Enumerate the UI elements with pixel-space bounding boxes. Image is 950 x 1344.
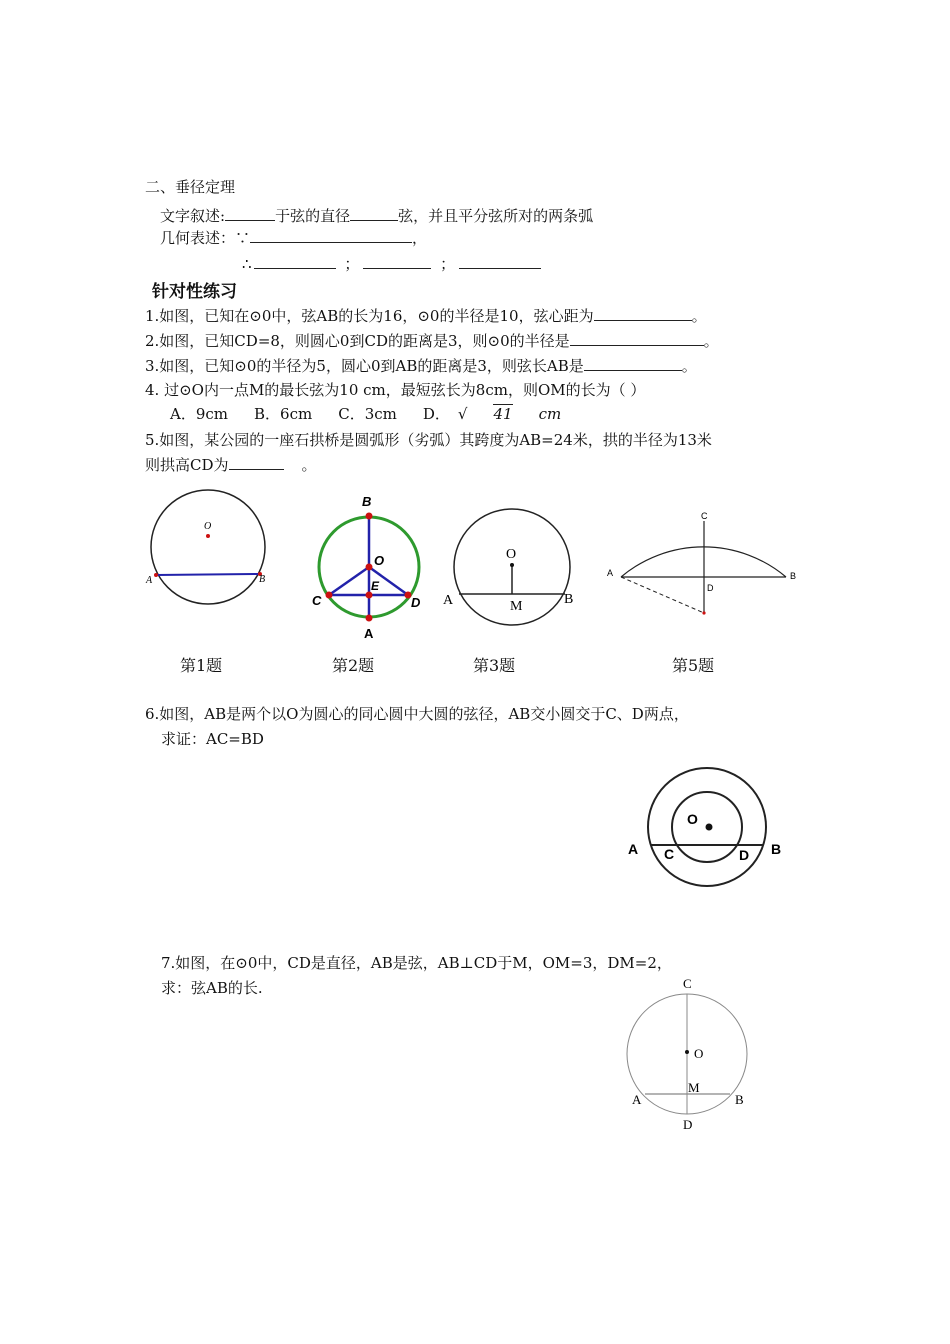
- question-4-options: [170, 404, 613, 424]
- text-statement-mid2: 弦，并且平分弦所对的两条弧: [398, 207, 594, 225]
- text-statement: [160, 206, 593, 226]
- label-o: O: [687, 811, 698, 827]
- question-6-line1: 6.如图，AB是两个以O为圆心的同心圆中大圆的弦径，AB交小圆交于C、D两点，: [145, 705, 689, 723]
- label-b: B: [771, 841, 782, 857]
- label-m: M: [688, 1080, 700, 1095]
- unit: cm: [538, 405, 562, 423]
- question-4: 4. 过⊙O内一点M的最长弦为10 cm，最短弦长为8cm，则OM的长为（ ）: [145, 381, 646, 399]
- blank[interactable]: [250, 228, 412, 243]
- question-2: [145, 331, 719, 351]
- label-a: A: [146, 575, 153, 586]
- blank[interactable]: [229, 455, 284, 470]
- option-c[interactable]: C．3cm: [338, 405, 397, 423]
- figure-3-caption: 第3题: [473, 656, 516, 675]
- blank[interactable]: [225, 206, 275, 221]
- option-d[interactable]: D．: [422, 405, 450, 423]
- question-3-end: 。: [681, 357, 697, 375]
- question-7-line2: 求：弦AB的长.: [161, 979, 263, 997]
- figure-7: [620, 972, 770, 1132]
- question-5-text: 则拱高CD为: [145, 456, 229, 474]
- label-c: C: [664, 846, 675, 862]
- question-5-end: 。: [301, 456, 317, 474]
- center-point: [702, 611, 705, 614]
- question-6-line2: 求证：AC=BD: [161, 730, 264, 748]
- separator: ；: [344, 255, 360, 273]
- figure-2: [300, 492, 440, 642]
- label-o: O: [204, 521, 212, 532]
- text-statement-mid1: 于弦的直径: [275, 207, 351, 225]
- label-m: M: [510, 599, 523, 614]
- radius-dashed: [621, 577, 704, 613]
- label-o: O: [374, 553, 385, 568]
- label-d: D: [739, 847, 750, 863]
- label-a: A: [364, 626, 374, 641]
- label-e: E: [371, 579, 380, 593]
- center-point: [685, 1050, 689, 1054]
- separator: ；: [440, 255, 456, 273]
- label-d: D: [411, 595, 421, 610]
- label-b: B: [564, 592, 574, 607]
- center-point: [206, 534, 210, 538]
- option-a[interactable]: A．9cm: [170, 405, 229, 423]
- label-a: A: [632, 1092, 642, 1107]
- geo-statement: [160, 228, 427, 248]
- figure-6: [625, 765, 815, 895]
- circle: [151, 490, 265, 604]
- figure-1: [140, 485, 280, 625]
- question-3-text: 3.如图，已知⊙0的半径为5，圆心0到AB的距离是3，则弦长AB是: [145, 357, 584, 375]
- label-b: B: [790, 571, 797, 581]
- therefore-symbol: ∴: [242, 255, 252, 273]
- label-d: D: [683, 1117, 693, 1132]
- blank[interactable]: [594, 306, 692, 321]
- radicand: 41: [493, 405, 513, 423]
- practice-title: 针对性练习: [152, 282, 237, 302]
- center-point: [510, 563, 514, 567]
- geo-statement-prefix: 几何表述：∵: [160, 229, 251, 247]
- question-3: [145, 356, 697, 376]
- question-1: [145, 306, 707, 326]
- question-1-text: 1.如图，已知在⊙0中，弦AB的长为16，⊙0的半径是10，弦心距为: [145, 307, 594, 325]
- chord-ab: [156, 574, 260, 575]
- label-c: C: [683, 976, 692, 991]
- point-b: [366, 513, 373, 520]
- label-b: B: [362, 494, 372, 509]
- label-c: C: [312, 593, 322, 608]
- center-point: [706, 824, 713, 831]
- blank[interactable]: [350, 206, 398, 221]
- question-2-end: 。: [703, 332, 719, 350]
- option-d-value: √ 41 cm: [457, 405, 562, 423]
- figure-2-caption: 第2题: [332, 656, 375, 675]
- label-b: B: [735, 1092, 744, 1107]
- label-o: O: [506, 547, 517, 562]
- blank[interactable]: [570, 331, 704, 346]
- figure-1-caption: 第1题: [180, 656, 223, 675]
- question-2-text: 2.如图，已知CD=8，则圆心0到CD的距离是3，则⊙0的半径是: [145, 332, 570, 350]
- label-b: B: [259, 574, 266, 585]
- question-5-line1: 5.如图，某公园的一座石拱桥是圆弧形（劣弧）其跨度为AB=24米，拱的半径为13米: [145, 431, 712, 449]
- question-7-line1: 7.如图，在⊙0中，CD是直径，AB是弦，AB⊥CD于M，OM=3，DM=2，: [161, 954, 672, 972]
- question-5-line2: [145, 455, 317, 475]
- point-o: [366, 564, 373, 571]
- label-o: O: [694, 1046, 704, 1061]
- point-a: [366, 615, 373, 622]
- figure-5-caption: 第5题: [672, 656, 715, 675]
- blank[interactable]: [363, 254, 431, 269]
- option-b[interactable]: B．6cm: [254, 405, 313, 423]
- label-a: A: [443, 593, 454, 608]
- label-d: D: [707, 583, 714, 593]
- point-c: [326, 592, 333, 599]
- label-a: A: [628, 841, 639, 857]
- geo-statement-suffix: ，: [412, 229, 428, 247]
- question-1-end: 。: [691, 307, 707, 325]
- label-c: C: [701, 511, 708, 521]
- text-statement-prefix: 文字叙述:: [160, 207, 226, 225]
- blank[interactable]: [459, 254, 541, 269]
- geo-therefore-line: [242, 254, 541, 274]
- figure-5: [600, 505, 810, 625]
- blank[interactable]: [584, 356, 682, 371]
- label-a: A: [607, 568, 614, 578]
- radius-oc: [329, 567, 369, 595]
- point-a: [154, 573, 158, 577]
- blank[interactable]: [254, 254, 336, 269]
- figure-3: [440, 505, 590, 635]
- section-title: 二、垂径定理: [145, 178, 236, 196]
